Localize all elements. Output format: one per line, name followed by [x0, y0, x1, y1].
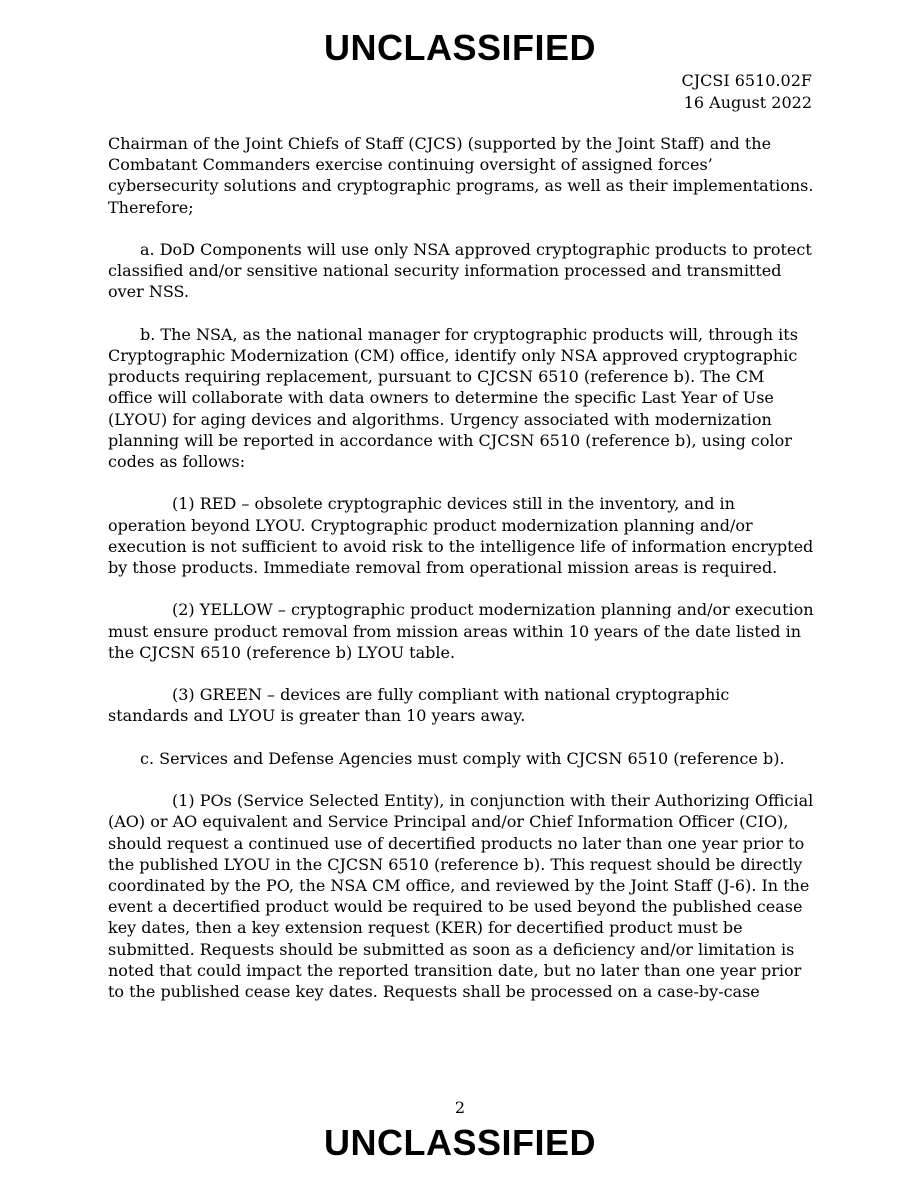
classification-banner-bottom: UNCLASSIFIED: [323, 1122, 596, 1163]
doc-number: CJCSI 6510.02F: [681, 71, 812, 90]
paragraph-b-1-red: (1) RED – obsolete cryptographic devices still in the inventory, and in operation beyond LYOU. Cryptographic product modernization planning and/or execution is not sufficient to avoid risk to the intelligence life of information encrypted by those products. Immediate removal from operational mission areas is required.: [108, 494, 814, 578]
paragraph-a: a. DoD Components will use only NSA approved cryptographic products to protect classified and/or sensitive national security information processed and transmitted over NSS.: [108, 240, 812, 302]
paragraph-intro: Chairman of the Joint Chiefs of Staff (CJCS) (supported by the Joint Staff) and the Combatant Commanders exercise continuing oversight of assigned forces’ cybersecurity solutions and cryptographic programs, as well as their implementations. Therefore;: [108, 134, 814, 217]
doc-date: 16 August 2022: [683, 93, 812, 112]
classification-banner-top: UNCLASSIFIED: [323, 27, 596, 68]
document-identifier: [681, 70, 812, 114]
paragraph-b-2-yellow: (2) YELLOW – cryptographic product modernization planning and/or execution must ensure product removal from mission areas within 10 years of the date listed in the CJCSN 6510 (reference b) LYOU table.: [108, 600, 814, 662]
paragraph-c: c. Services and Defense Agencies must comply with CJCSN 6510 (reference b).: [140, 748, 785, 768]
page-number: 2: [454, 1098, 466, 1117]
paragraph-b-3-green: (3) GREEN – devices are fully compliant with national cryptographic standards and LYOU is greater than 10 years away.: [108, 685, 730, 726]
document-body: [108, 133, 814, 1023]
paragraph-c-1: (1) POs (Service Selected Entity), in conjunction with their Authorizing Official (AO) or AO equivalent and Service Principal and/or Chief Information Officer (CIO), should request a continued use of decertified products no later than one year prior to the published LYOU in the CJCSN 6510 (reference b). This request should be directly coordinated by the PO, the NSA CM office, and reviewed by the Joint Staff (J-6). In the event a decertified product would be required to be used beyond the published cease key dates, then a key extension request (KER) for decertified product must be submitted. Requests should be submitted as soon as a deficiency and/or limitation is noted that could impact the reported transition date, but no later than one year prior to the published cease key dates. Requests shall be processed on a case-by-case: [108, 791, 814, 1002]
paragraph-b: b. The NSA, as the national manager for cryptographic products will, through its Cryptographic Modernization (CM) office, identify only NSA approved cryptographic products requiring replacement, pursuant to CJCSN 6510 (reference b). The CM office will collaborate with data owners to determine the specific Last Year of Use (LYOU) for aging devices and algorithms. Urgency associated with modernization planning will be reported in accordance with CJCSN 6510 (reference b), using color codes as follows:: [108, 324, 798, 472]
